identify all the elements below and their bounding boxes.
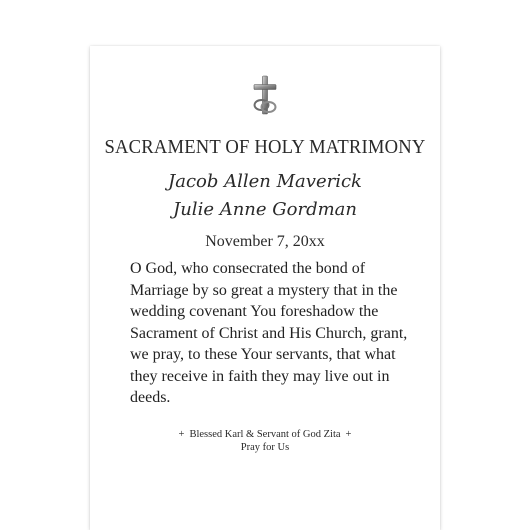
footer-line-1 (90, 428, 440, 441)
groom-name: Jacob Allen Maverick (168, 171, 362, 192)
footer-line-2: Pray for Us (240, 442, 290, 453)
footer-invocation (90, 428, 440, 454)
card-title: SACRAMENT OF HOLY MATRIMONY (104, 136, 426, 158)
prayer-card (90, 46, 440, 530)
footer-saints: Blessed Karl & Servant of God Zita (189, 429, 341, 440)
plus-symbol-left: + (178, 429, 185, 440)
prayer-text: O God, who consecrated the bond of Marriage by so great a mystery that in the wedding covenant You foreshadow the Sacrament of Christ and His Church, grant, we pray, to these Your servants, that what they receive in faith they may live out in deeds. (130, 260, 408, 406)
cross-with-rings-icon (90, 75, 440, 119)
plus-symbol-right: + (345, 429, 352, 440)
bride-name: Julie Anne Gordman (173, 199, 357, 220)
wedding-date: November 7, 20xx (205, 233, 325, 250)
